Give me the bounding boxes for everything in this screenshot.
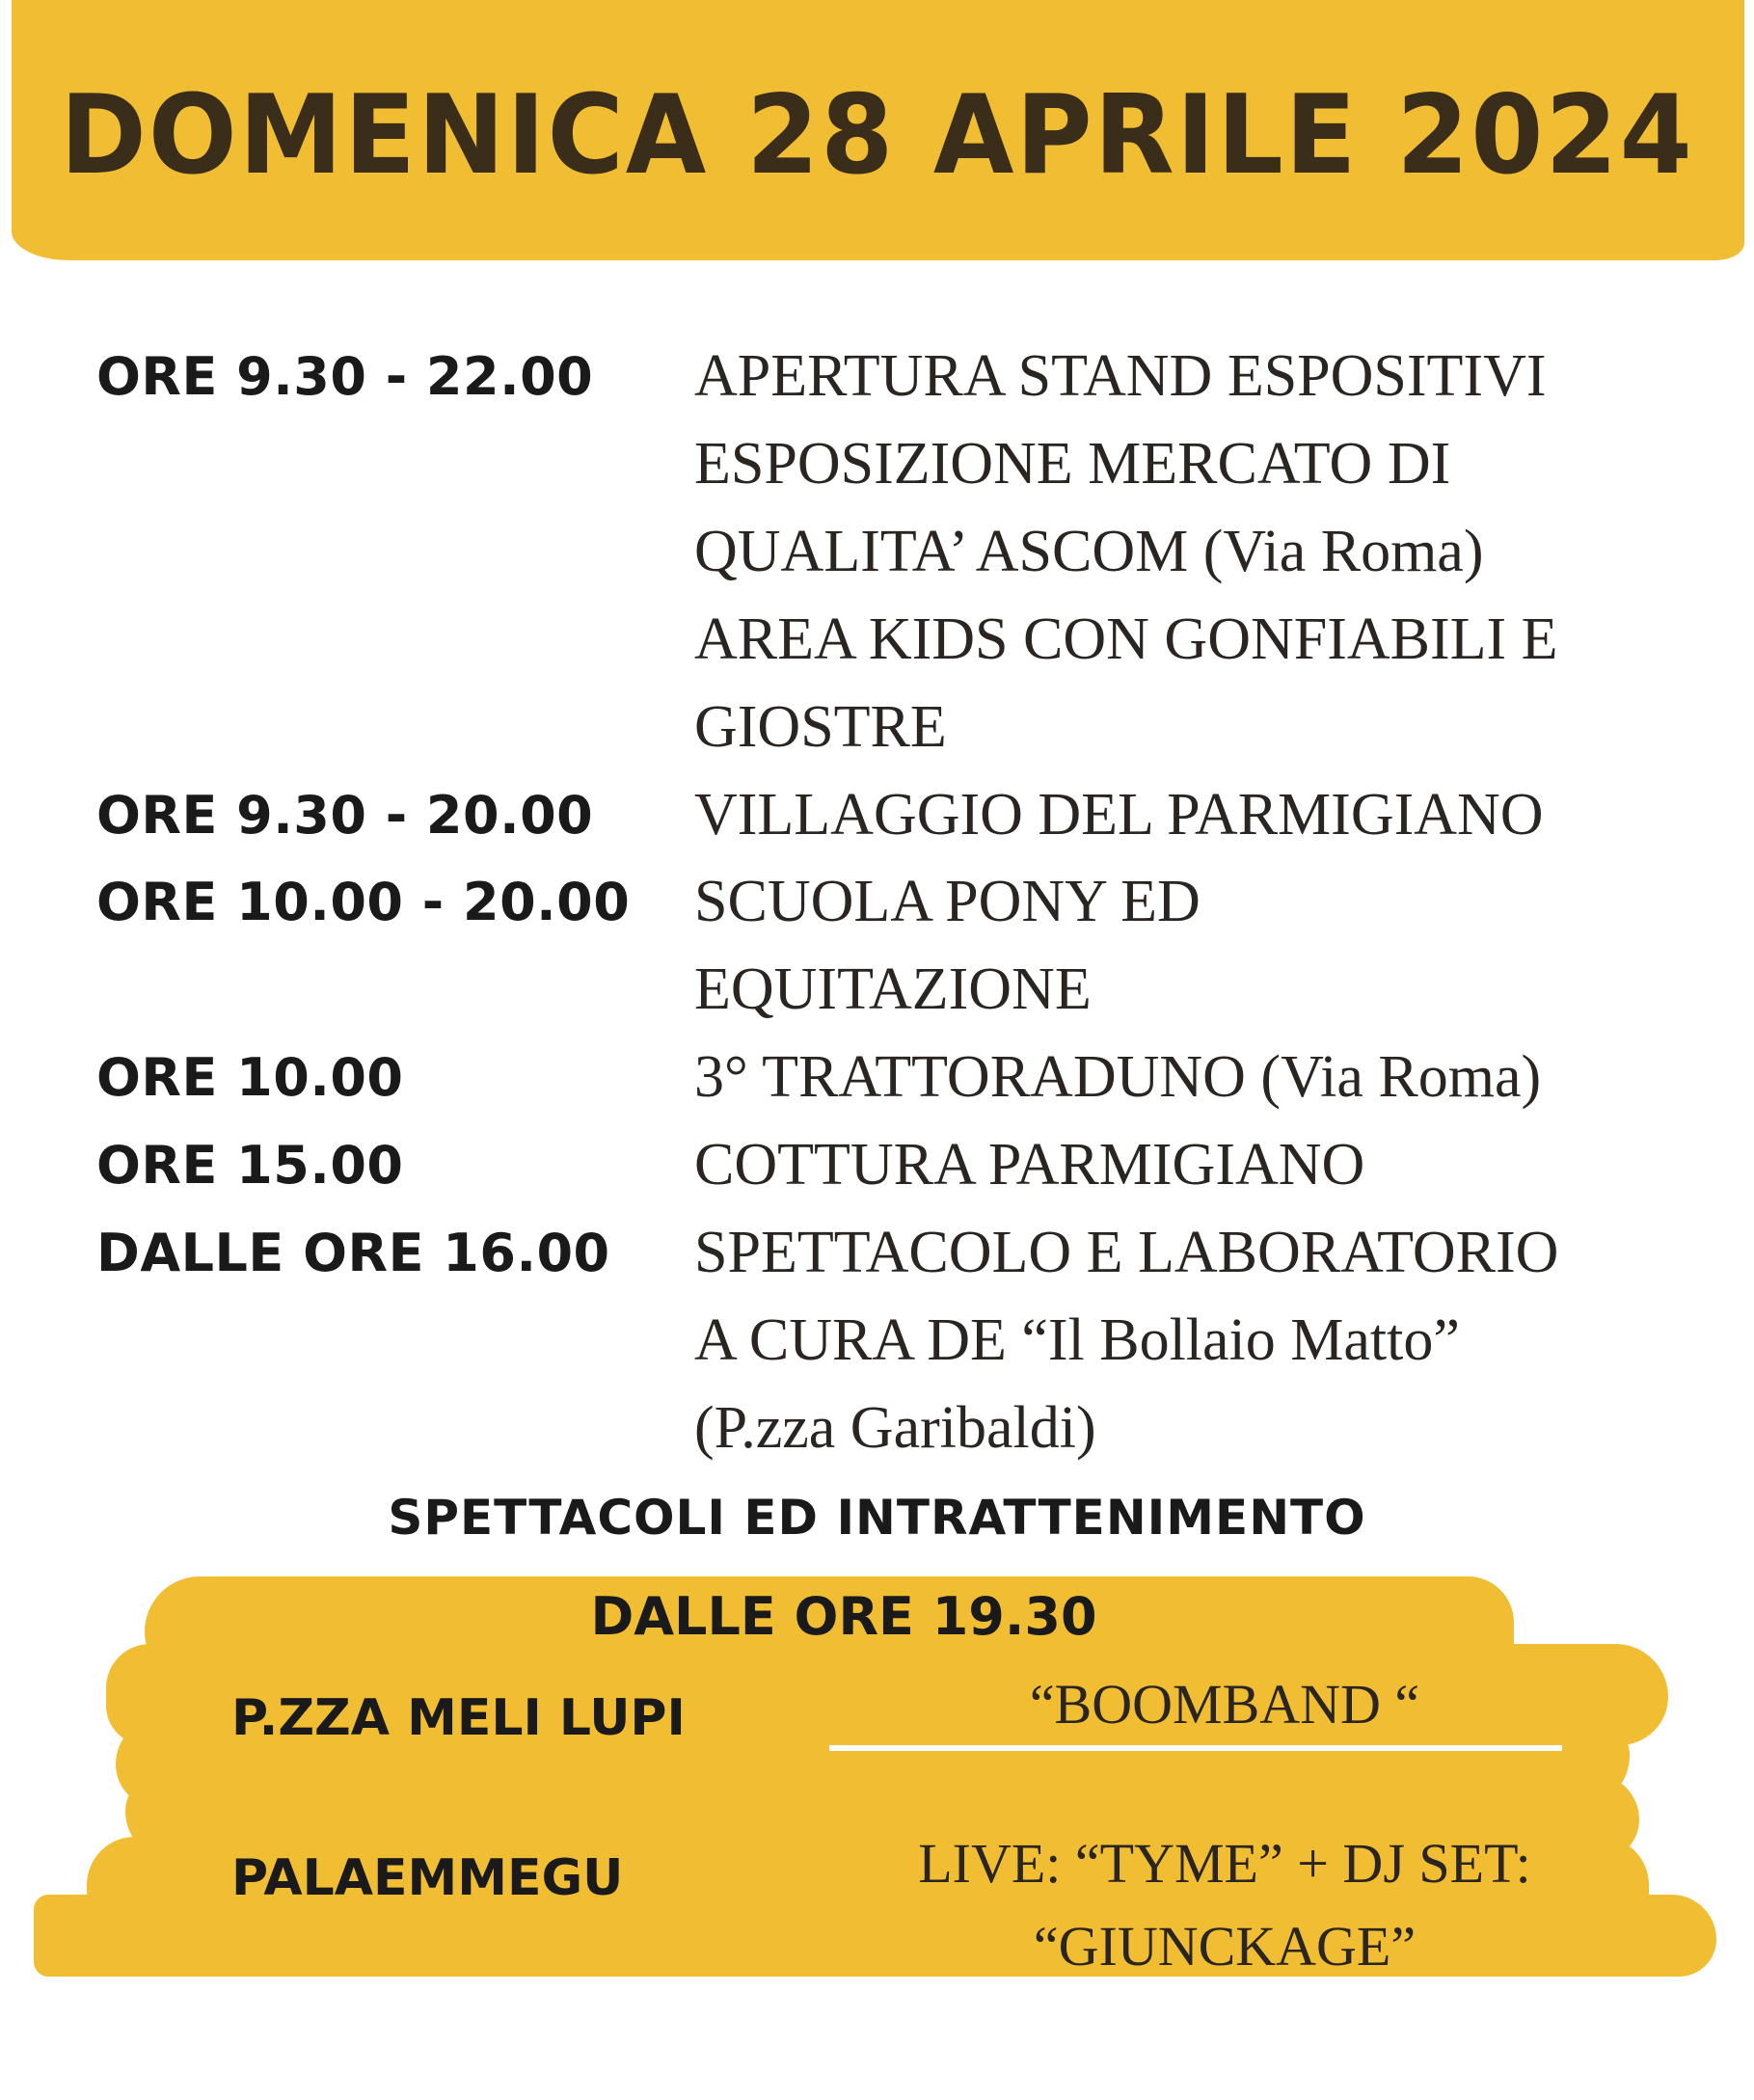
act-line: LIVE: “TYME” + DJ SET: <box>918 1832 1531 1895</box>
schedule-description <box>694 1209 1716 1472</box>
description-line: GIOSTRE <box>694 694 947 760</box>
event-act <box>829 1822 1620 1988</box>
schedule-description <box>694 1034 1716 1121</box>
act-line: “BOOMBAND “ <box>1029 1673 1420 1736</box>
description-line: APERTURA STAND ESPOSITIVI <box>694 343 1547 409</box>
description-line: SCUOLA PONY ED <box>694 869 1201 934</box>
schedule-time: ORE 10.00 - 20.00 <box>96 872 631 932</box>
event-venue: PALAEMMEGU <box>231 1849 624 1907</box>
schedule-time: ORE 15.00 <box>96 1135 404 1196</box>
entertainment-heading: SPETTACOLI ED INTRATTENIMENTO <box>388 1490 1366 1546</box>
event-venue: P.ZZA MELI LUPI <box>231 1689 686 1747</box>
description-line: AREA KIDS CON GONFIABILI E <box>694 606 1558 672</box>
event-act <box>829 1663 1620 1746</box>
schedule-time: ORE 9.30 - 20.00 <box>96 785 594 846</box>
description-line: 3° TRATTORADUNO (Via Roma) <box>694 1044 1542 1110</box>
schedule-description <box>694 771 1716 859</box>
schedule-description <box>694 333 1716 771</box>
description-line: ESPOSIZIONE MERCATO DI <box>694 431 1451 497</box>
schedule-time: ORE 10.00 <box>96 1047 404 1108</box>
description-line: QUALITA’ ASCOM (Via Roma) <box>694 519 1484 584</box>
evening-time: DALLE ORE 19.30 <box>590 1586 1097 1647</box>
act-line: “GIUNCKAGE” <box>1033 1915 1417 1978</box>
schedule-description <box>694 1121 1716 1209</box>
description-line: SPETTACOLO E LABORATORIO <box>694 1220 1559 1285</box>
description-line: (P.zza Garibaldi) <box>694 1395 1096 1461</box>
schedule-time: DALLE ORE 16.00 <box>96 1223 610 1283</box>
schedule-time: ORE 9.30 - 22.00 <box>96 346 594 407</box>
description-line: A CURA DE “Il Bollaio Matto” <box>694 1307 1460 1373</box>
description-line: COTTURA PARMIGIANO <box>694 1132 1365 1198</box>
description-line: EQUITAZIONE <box>694 956 1092 1022</box>
page-title: DOMENICA 28 APRILE 2024 <box>60 71 1694 200</box>
description-line: VILLAGGIO DEL PARMIGIANO <box>694 782 1544 848</box>
schedule-description <box>694 858 1716 1034</box>
